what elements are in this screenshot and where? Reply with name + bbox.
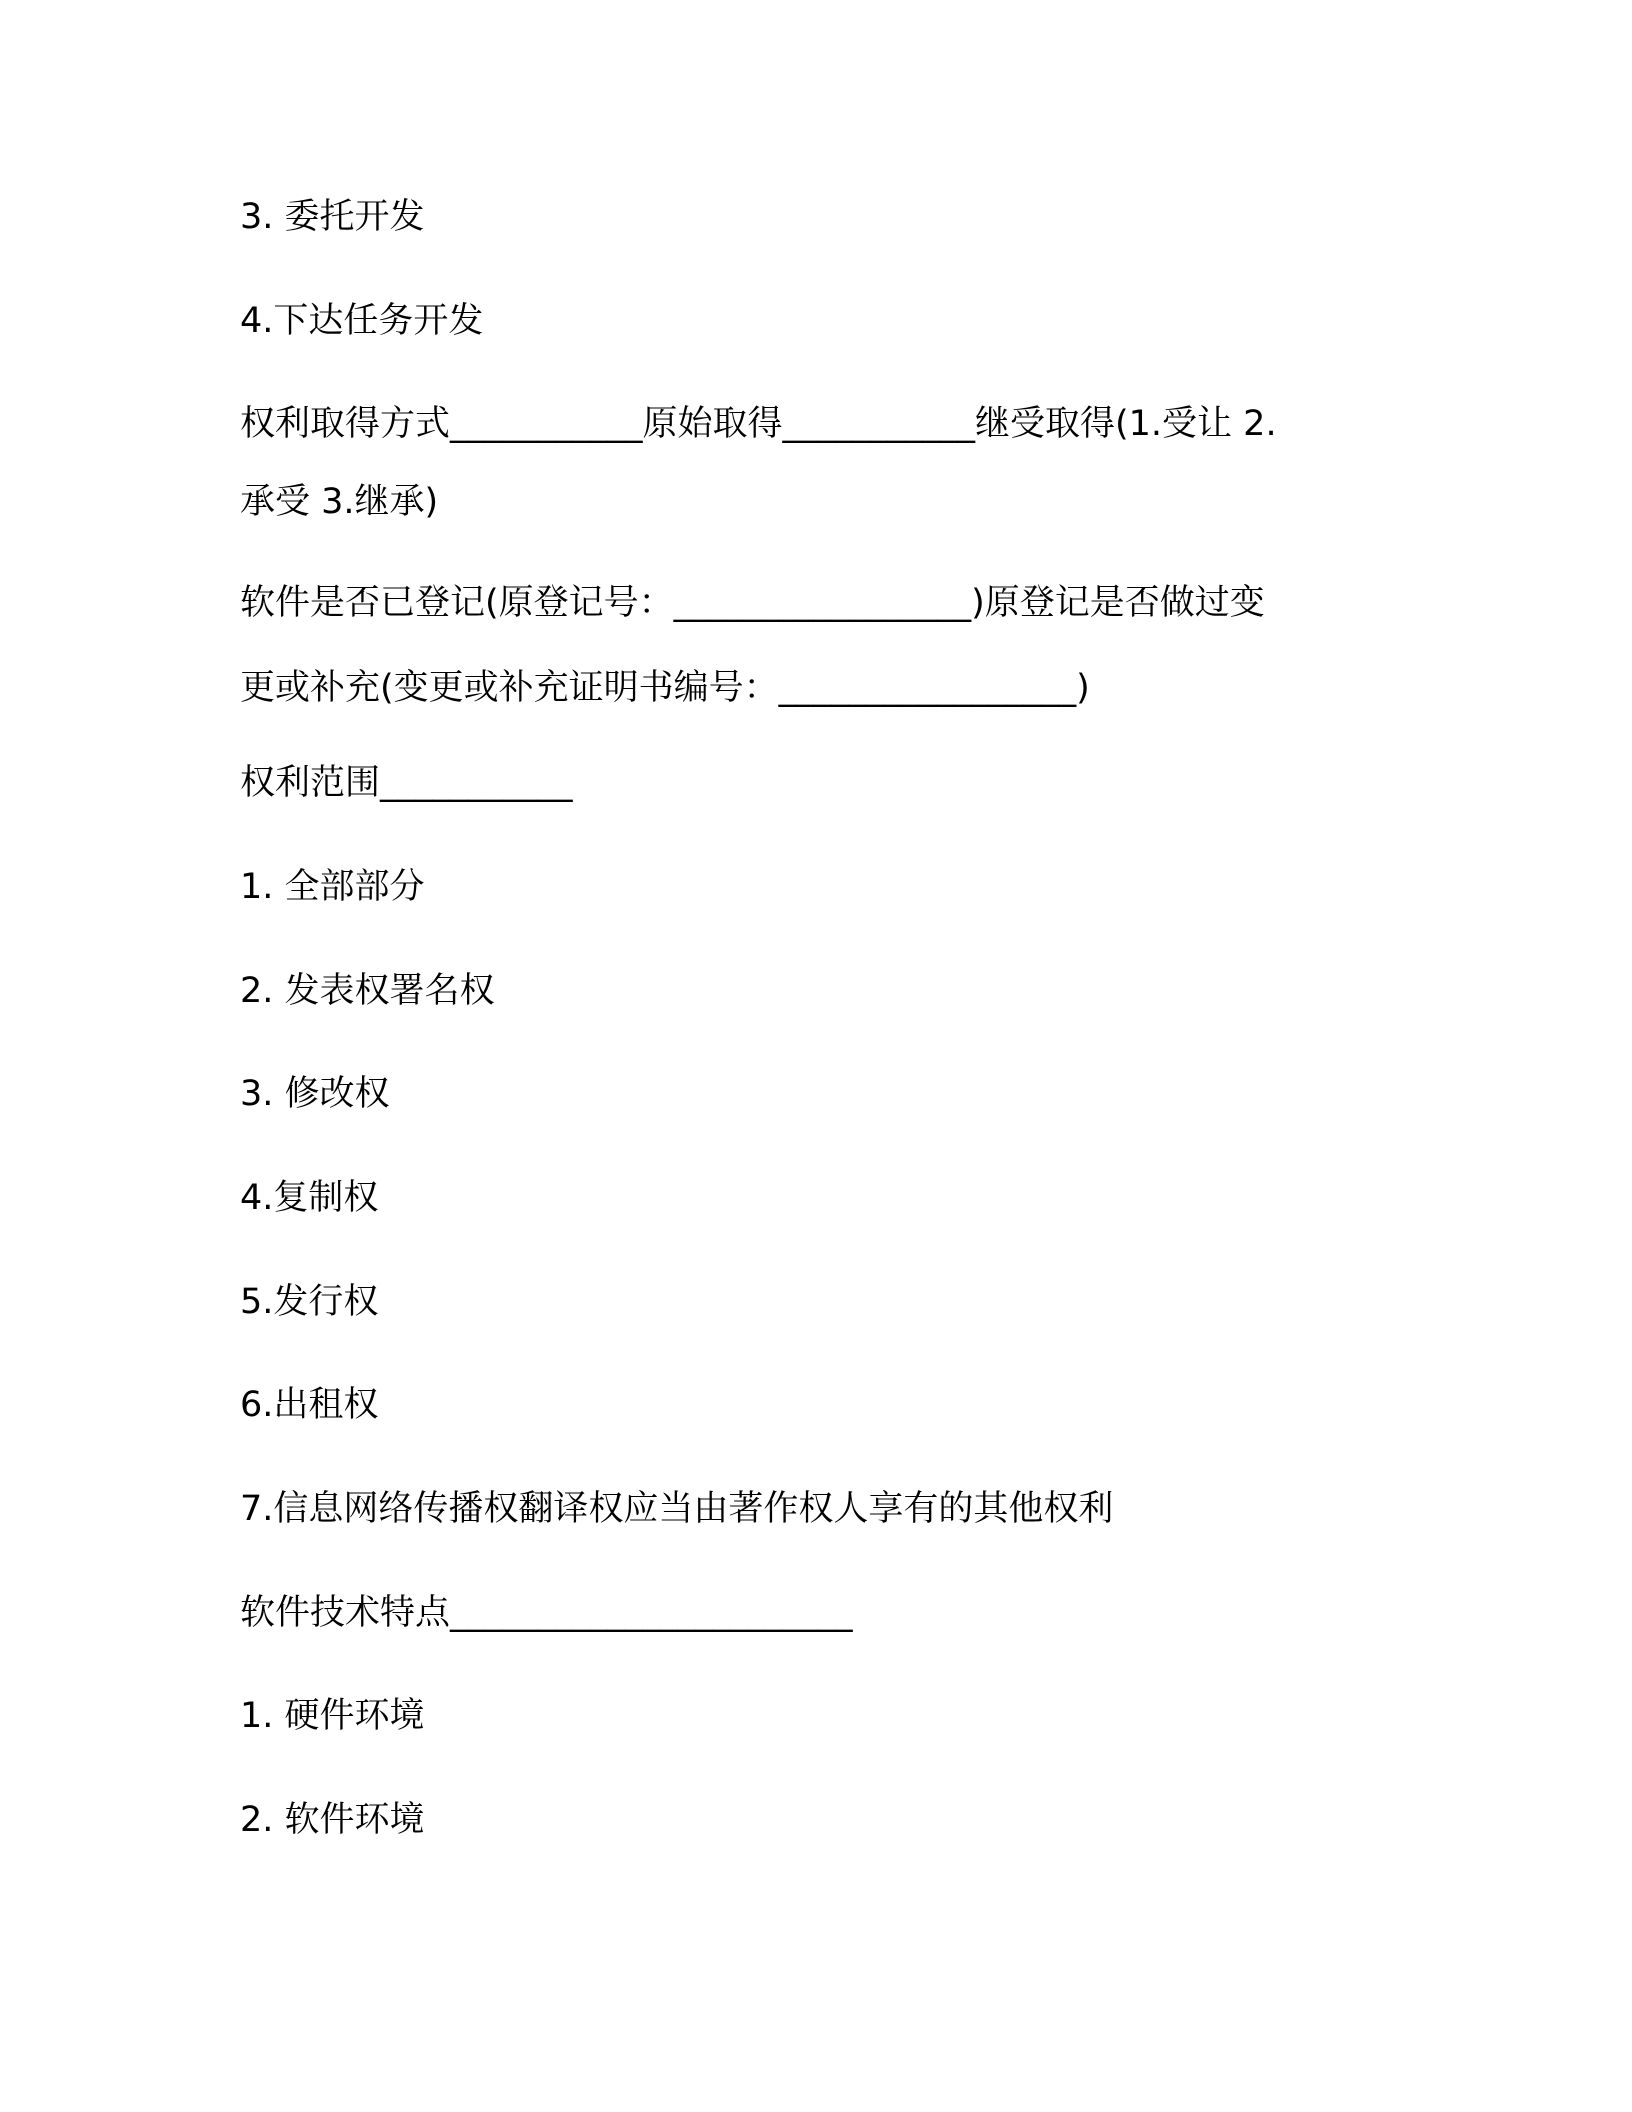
- software-technical-features-heading: 软件技术特点_______________________: [240, 1593, 853, 1633]
- technical-feature-item-1: 1. 硬件环境: [240, 1696, 425, 1736]
- rights-scope-heading: 权利范围___________: [240, 763, 573, 803]
- rights-acquisition-method-line1: 权利取得方式___________原始取得___________继受取得(1.受让 2.: [240, 404, 1277, 444]
- rights-scope-item-1: 1. 全部部分: [240, 867, 425, 907]
- rights-acquisition-method-line2: 承受 3.继承): [240, 482, 439, 522]
- registration-status-line2: 更或补充(变更或补充证明书编号：_________________): [240, 668, 1090, 708]
- technical-feature-item-2: 2. 软件环境: [240, 1800, 425, 1840]
- rights-scope-item-7: 7.信息网络传播权翻译权应当由著作权人享有的其他权利: [240, 1489, 1114, 1529]
- rights-scope-item-3: 3. 修改权: [240, 1074, 390, 1114]
- rights-scope-item-4: 4.复制权: [240, 1178, 379, 1218]
- item-assigned-task-development: 4.下达任务开发: [240, 301, 484, 341]
- rights-scope-item-5: 5.发行权: [240, 1282, 379, 1322]
- rights-scope-item-2: 2. 发表权署名权: [240, 971, 495, 1011]
- rights-scope-item-6: 6.出租权: [240, 1385, 379, 1425]
- item-commissioned-development: 3. 委托开发: [240, 197, 425, 237]
- registration-status-line1: 软件是否已登记(原登记号：_________________)原登记是否做过变: [240, 583, 1265, 623]
